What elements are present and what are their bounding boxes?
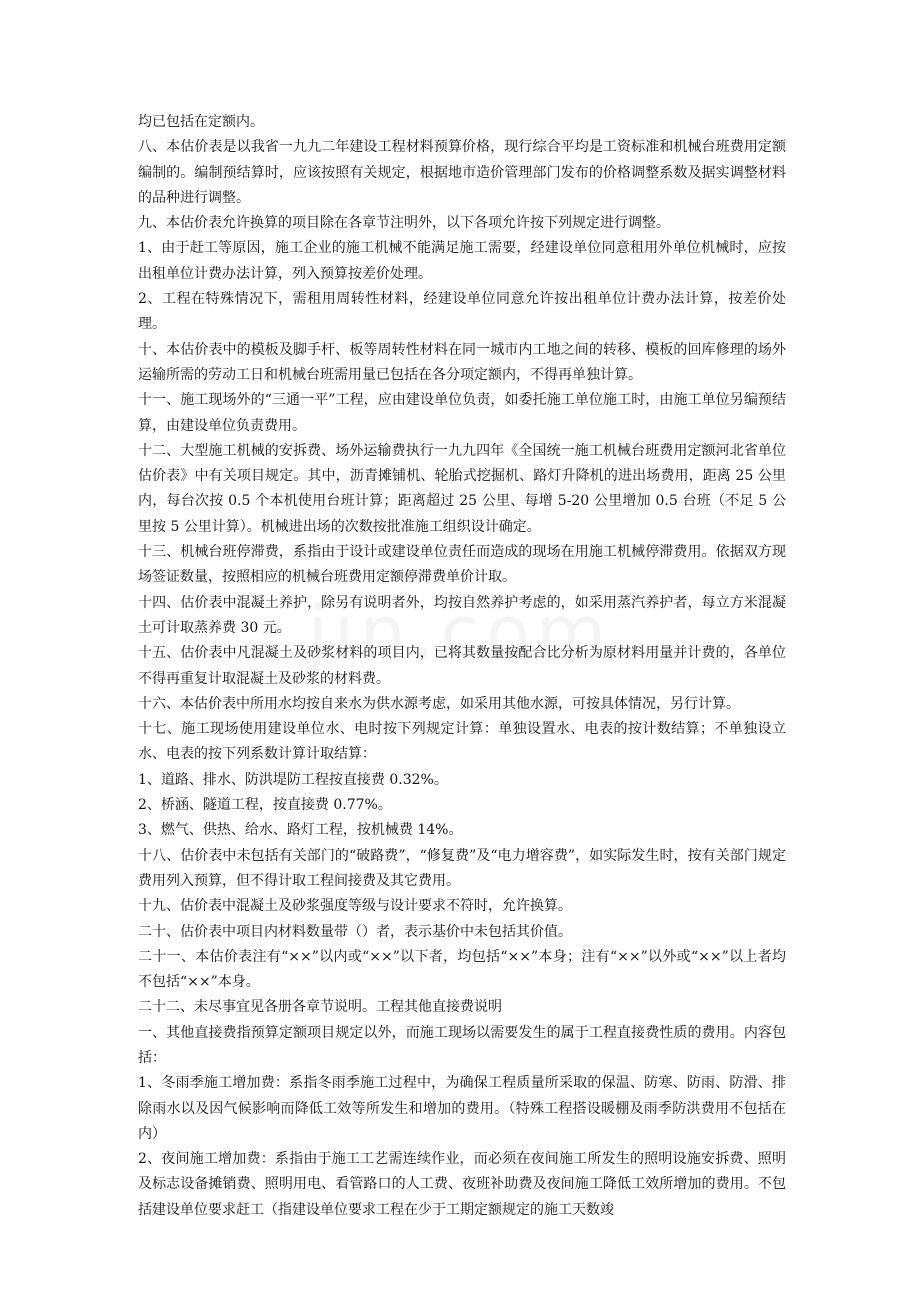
paragraph: 十、本估价表中的模板及脚手杆、板等周转性材料在同一城市内工地之间的转移、模板的回库修理的场外运输所需的劳动工日和机械台班需用量已包括在各分项定额内，不得再单独计算。: [138, 341, 786, 383]
paragraph: 1、由于赶工等原因，施工企业的施工机械不能满足施工需要，经建设单位同意租用外单位机械时，应按出租单位计费办法计算，列入预算按差价处理。: [138, 240, 786, 282]
paragraph: 2、夜间施工增加费：系指由于施工工艺需连续作业，而必须在夜间施工所发生的照明设施安拆费、照明及标志设备摊销费、照明用电、看管路口的人工费、夜班补助费及夜间施工降低工效所增加的费用。不包括建设单位要求赶工（指建设单位要求工程在少于工期定额规定的施工天数竣: [138, 1151, 786, 1218]
paragraph: 十五、估价表中凡混凝土及砂浆材料的项目内，已将其数量按配合比分析为原材料用量并计费的，各单位不得再重复计取混凝土及砂浆的材料费。: [138, 645, 786, 687]
paragraph: 2、桥涵、隧道工程，按直接费 0.77%。: [138, 797, 392, 814]
document-body: [138, 110, 786, 1223]
paragraph: 十九、估价表中混凝土及砂浆强度等级与设计要求不符时，允许换算。: [138, 898, 572, 915]
paragraph: 2、工程在特殊情况下，需租用周转性材料，经建设单位同意允许按出租单位计费办法计算，按差价处理。: [138, 291, 786, 333]
paragraph: 十四、估价表中混凝土养护，除另有说明者外，均按自然养护考虑的，如采用蒸汽养护者，每立方米混凝土可计取蒸养费 30 元。: [138, 594, 786, 636]
paragraph: 八、本估价表是以我省一九九二年建设工程材料预算价格，现行综合平均是工资标准和机械台班费用定额编制的。编制预结算时，应该按照有关规定，根据地市造价管理部门发布的价格调整系数及据实调整材料的品种进行调整。: [138, 139, 786, 206]
paragraph: 均已包括在定额内。: [138, 114, 264, 130]
paragraph: 3、燃气、供热、给水、路灯工程，按机械费 14%。: [138, 822, 463, 839]
paragraph: 十二、大型施工机械的安拆费、场外运输费执行一九九四年《全国统一施工机械台班费用定额河北省单位估价表》中有关项目规定。其中，沥青摊铺机、轮胎式挖掘机、路灯升降机的进出场费用，距离 25 公里内，每台次按 0.5 个本机使用台班计算；距离超过 25 公里、每增 5-20 公里增加 0.5 台班（不足 5 公里按 5 公里计算）。机械进出场的次数按批准施工组织设计确定。: [138, 442, 786, 535]
paragraph: 二十二、未尽事宜见各册各章节说明。工程其他直接费说明: [138, 999, 502, 1016]
paragraph: 十八、估价表中未包括有关部门的“破路费”，“修复费”及“电力增容费”，如实际发生时，按有关部门规定费用列入预算，但不得计取工程间接费及其它费用。: [138, 847, 786, 889]
paragraph: 二十、估价表中项目内材料数量带（）者，表示基价中未包括其价值。: [138, 923, 572, 940]
paragraph: 二十一、本估价表注有“××”以内或“××”以下者，均包括“××”本身；注有“××”以外或“××”以上者均不包括“××”本身。: [138, 948, 786, 991]
paragraph: 十七、施工现场使用建设单位水、电时按下列规定计算：单独设置水、电表的按计数结算；不单独设立水、电表的按下列系数计算计取结算：: [138, 721, 786, 763]
paragraph: 1、道路、排水、防洪堤防工程按直接费 0.32%。: [138, 771, 448, 788]
paragraph: 一、其他直接费指预算定额项目规定以外，而施工现场以需要发生的属于工程直接费性质的费用。内容包括：: [138, 1024, 786, 1066]
paragraph: 十三、机械台班停滞费，系指由于设计或建设单位责任而造成的现场在用施工机械停滞费用。依据双方现场签证数量，按照相应的机械台班费用定额停滞费单价计取。: [138, 544, 786, 586]
paragraph: 十一、施工现场外的“三通一平”工程，应由建设单位负责，如委托施工单位施工时，由施工单位另编预结算，由建设单位负责费用。: [138, 392, 786, 434]
paragraph: 九、本估价表允许换算的项目除在各章节注明外，以下各项允许按下列规定进行调整。: [138, 215, 670, 232]
paragraph: 1、冬雨季施工增加费：系指冬雨季施工过程中，为确保工程质量所采取的保温、防寒、防雨、防滑、排除雨水以及因气候影响而降低工效等所发生和增加的费用。（特殊工程搭设暖棚及雨季防洪费用不包括在内）: [138, 1075, 786, 1142]
paragraph: 十六、本估价表中所用水均按自来水为供水源考虑，如采用其他水源，可按具体情况，另行计算。: [138, 695, 740, 712]
